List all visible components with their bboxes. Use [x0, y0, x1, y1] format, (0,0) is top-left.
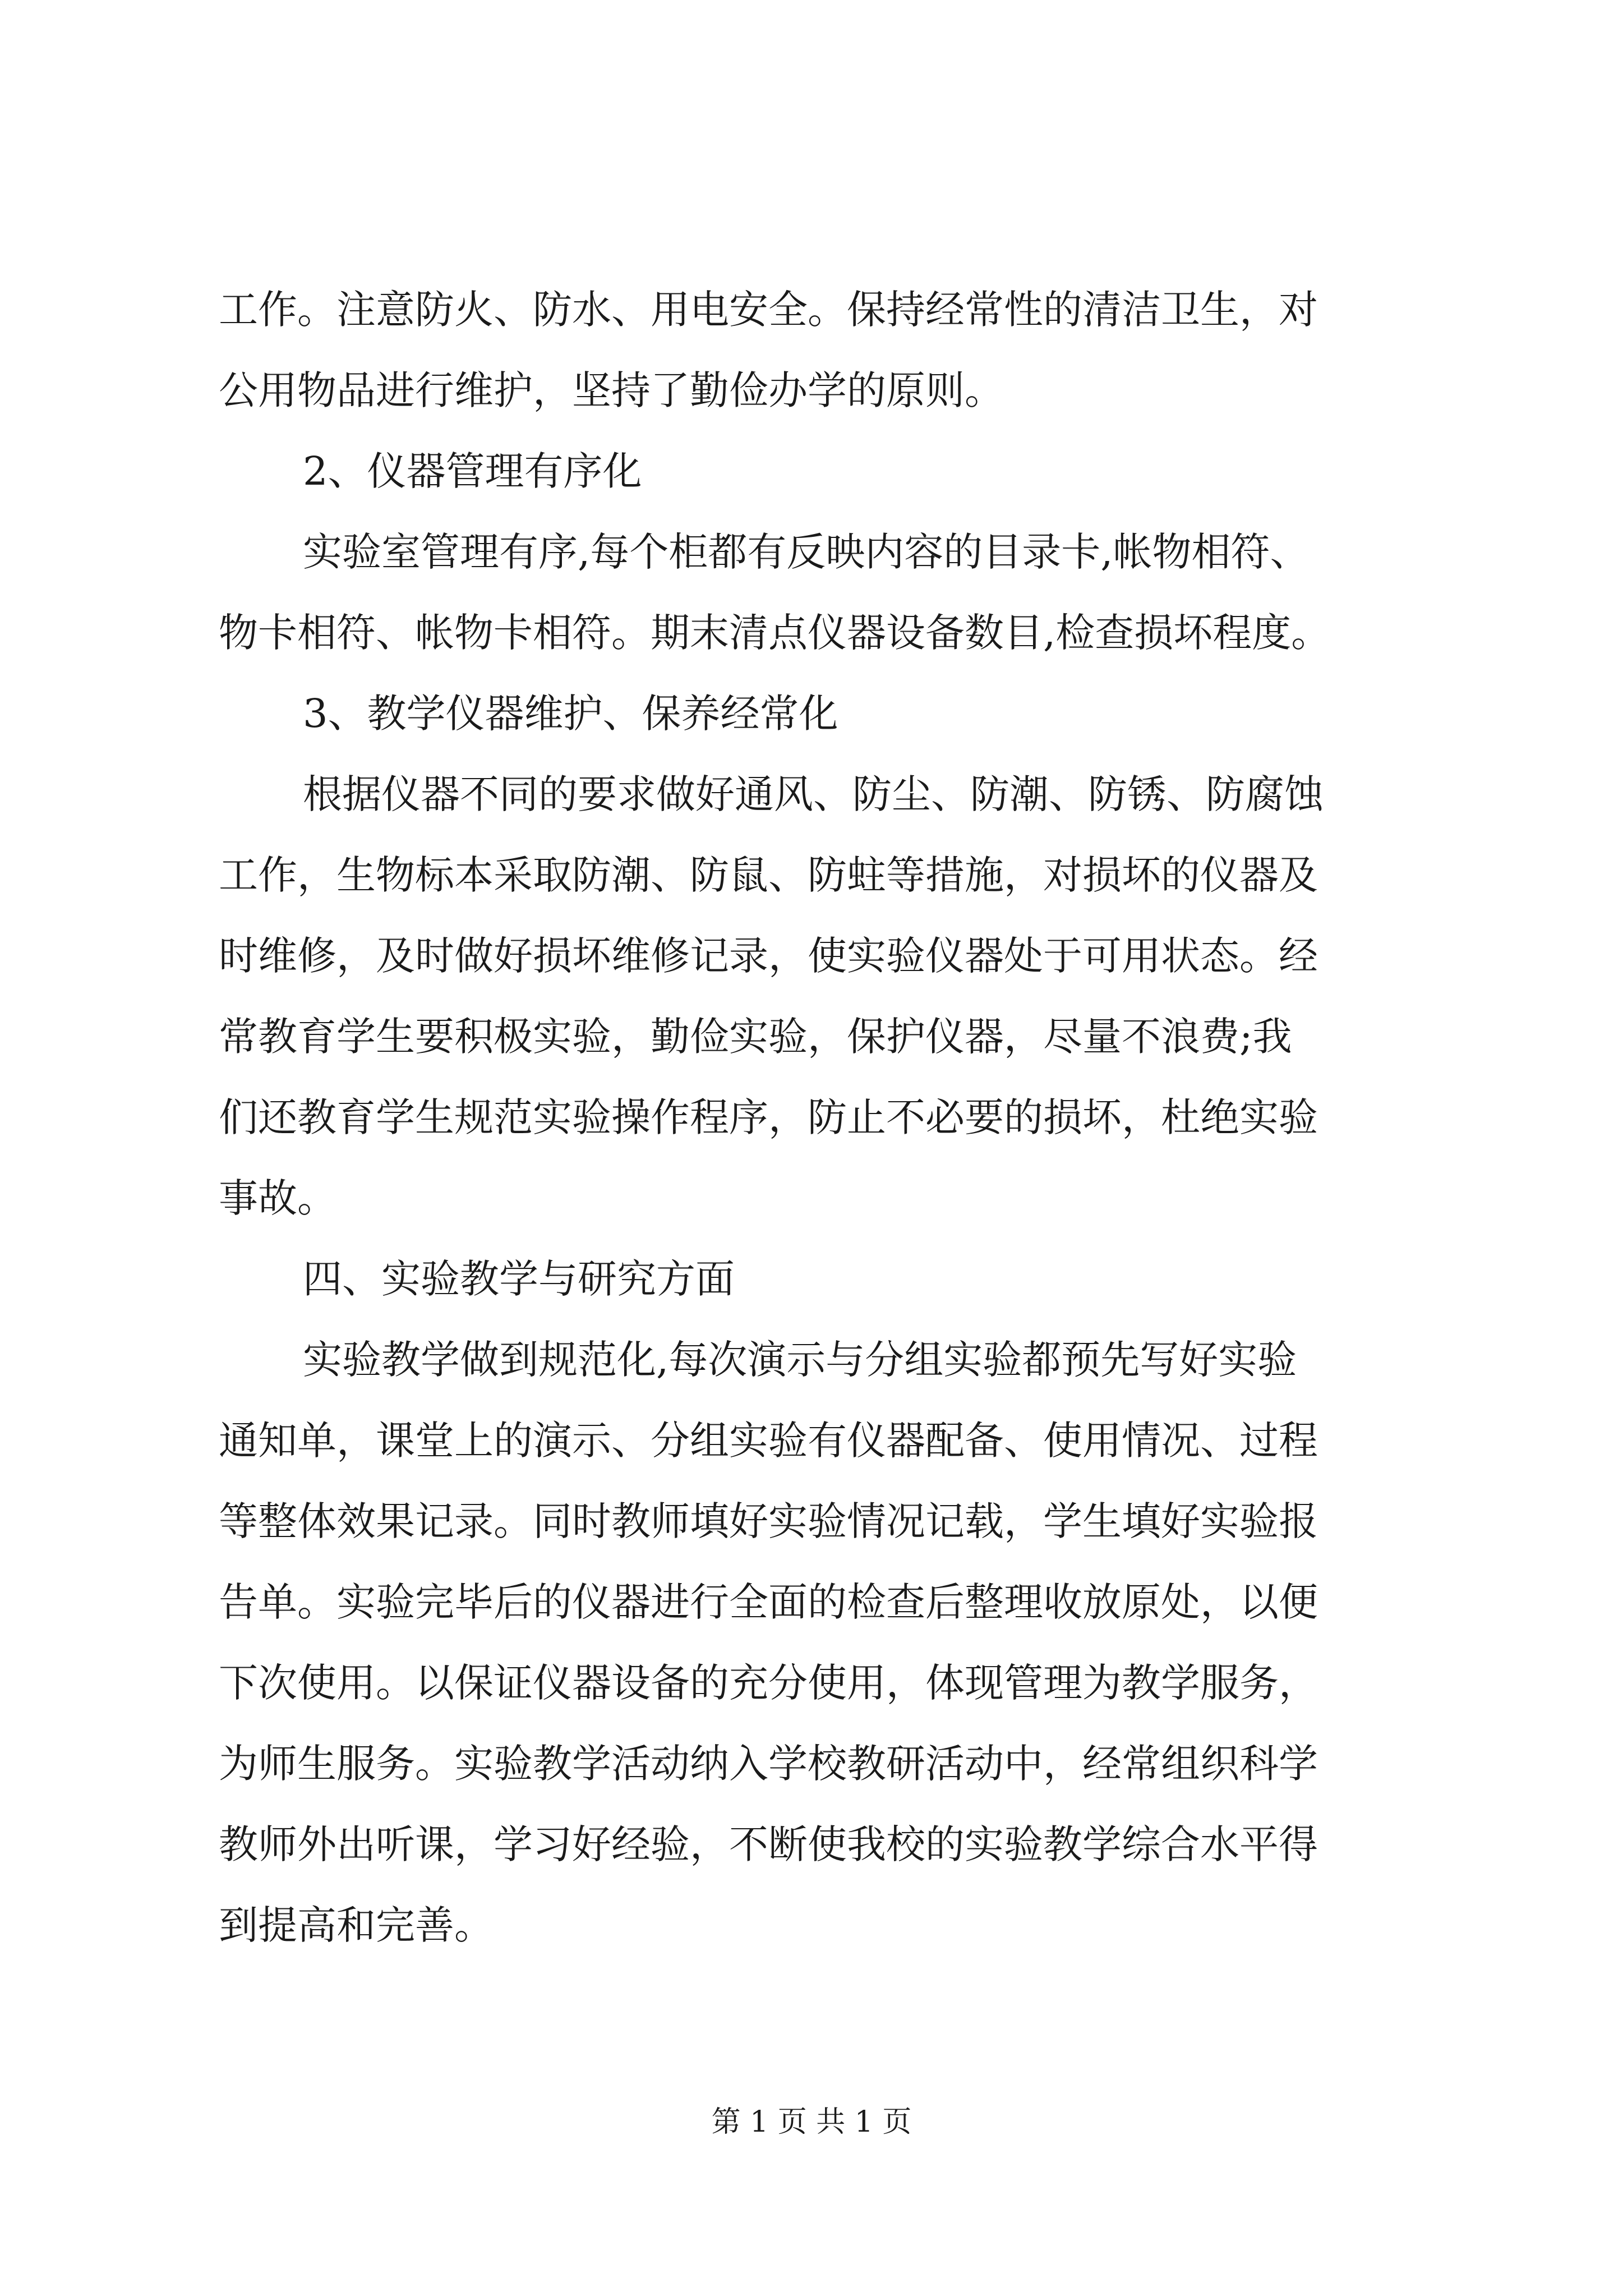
text-line: 实验室管理有序,每个柜都有反映内容的目录卡,帐物相符、: [303, 529, 1310, 575]
section-heading: 2、仪器管理有序化: [303, 448, 642, 494]
document-body: [219, 269, 1419, 1966]
text-line: 通知单，课堂上的演示、分组实验有仪器配备、使用情况、过程: [219, 1418, 1318, 1464]
text-line: 工作。注意防火、防水、用电安全。保持经常性的清洁卫生，对: [219, 287, 1318, 333]
text-line: 根据仪器不同的要求做好通风、防尘、防潮、防锈、防腐蚀: [303, 771, 1324, 817]
text-line: 常教育学生要积极实验，勤俭实验，保护仪器，尽量不浪费;我: [219, 1014, 1292, 1060]
text-line: 们还教育学生规范实验操作程序，防止不必要的损坏，杜绝实验: [219, 1094, 1318, 1140]
page-footer: [0, 2102, 1623, 2142]
text-line: 工作，生物标本采取防潮、防鼠、防蛀等措施，对损坏的仪器及: [219, 852, 1318, 898]
text-line: 实验教学做到规范化,每次演示与分组实验都预先写好实验: [303, 1337, 1297, 1383]
text-line: 到提高和完善。: [219, 1902, 494, 1948]
text-line: 物卡相符、帐物卡相符。期末清点仪器设备数目,检查损坏程度。: [219, 610, 1331, 656]
text-line: 时维修，及时做好损坏维修记录，使实验仪器处于可用状态。经: [219, 933, 1318, 979]
text-line: 告单。实验完毕后的仪器进行全面的检查后整理收放原处，以便: [219, 1579, 1318, 1625]
section-heading: 四、实验教学与研究方面: [303, 1256, 735, 1302]
section-heading: 3、教学仪器维护、保养经常化: [303, 691, 838, 737]
text-line: 下次使用。以保证仪器设备的充分使用，体现管理为教学服务，: [219, 1660, 1318, 1706]
text-line: 教师外出听课，学习好经验，不断使我校的实验教学综合水平得: [219, 1821, 1318, 1867]
text-line: 等整体效果记录。同时教师填好实验情况记载，学生填好实验报: [219, 1498, 1318, 1544]
page-number-label: 第 1 页 共 1 页: [711, 2105, 912, 2139]
text-line: 为师生服务。实验教学活动纳入学校教研活动中，经常组织科学: [219, 1741, 1318, 1787]
text-line: 公用物品进行维护，坚持了勤俭办学的原则。: [219, 367, 1004, 413]
text-line: 事故。: [219, 1175, 336, 1221]
